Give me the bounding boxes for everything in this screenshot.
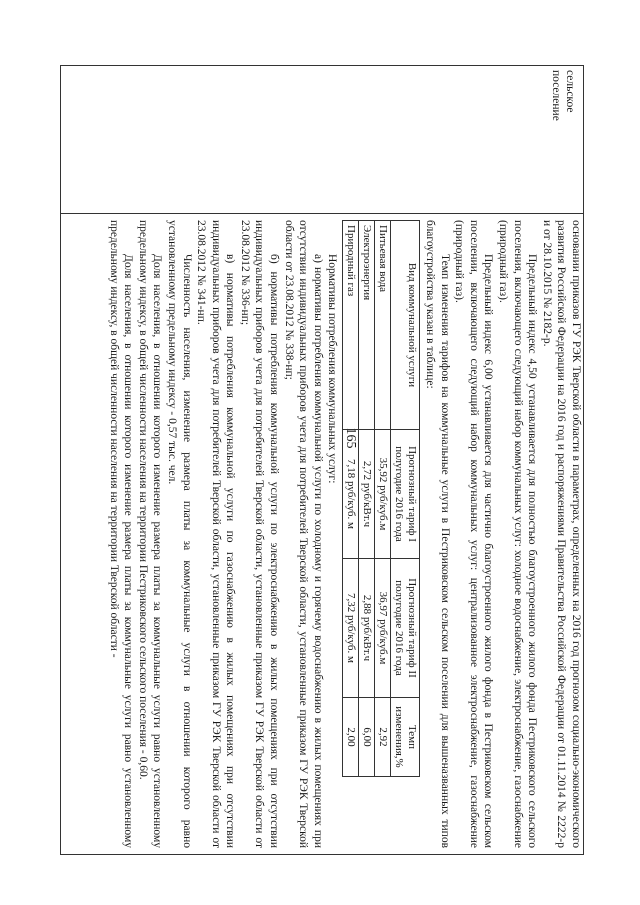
table-header: Прогнозный тариф II полугодие 2016 года (391, 559, 420, 698)
table-row (375, 221, 391, 777)
settlement-label-line1: сельское (564, 70, 576, 113)
table-cell: 2,00 (343, 698, 359, 777)
table-cell: 2,72 руб/кВт.ч (359, 430, 375, 559)
paragraph: Предельный индекс 4,50 устанавливается для полностью благоустроенного жилого фонда Пестриковского сельского поселения, включающего следующий набор коммунальных услуг: холодное водоснабжение, электроснабжение, газоснабжение (природный газ). (497, 220, 539, 848)
table-header: Вид коммунальной услуги (391, 221, 420, 430)
settlement-label-line2: поселение (550, 70, 562, 121)
paragraph: основании приказов ГУ РЭК Тверской области в параметрах, определенных на 2016 год прогнозом социально-экономического развития Российской Федерации на 2016 год и распоряжениями Правительства Российской Федерации от 01.11.2014 № 2222-р и от 28.10.2015 № 2182-р. (540, 220, 582, 848)
description-column (61, 214, 583, 854)
paragraph: в) нормативы потребления коммунальной услуги по газоснабжению в жилых помещениях при отсутствии индивидуальных приборов учета для потребителей Тверской области, установленные приказом ГУ РЭК Тверской области от 23.08.2012 № 341-нп. (195, 220, 237, 848)
table-cell: 36,97 руб/куб.м (375, 559, 391, 698)
rotated-content (60, 65, 584, 855)
settlement-column (61, 66, 583, 214)
table-cell: Электроэнергия (359, 221, 375, 430)
table-header: Темп изменения,% (391, 698, 420, 777)
paragraph: Численность населения, изменение размера платы за коммунальные услуги в отношении которого равно установленному предельному индексу - 0,57 тыс. чел. (165, 220, 193, 848)
document-table-frame (60, 65, 584, 855)
table-cell: 2,92 (375, 698, 391, 777)
table-cell: 2,88 руб/кВт.ч (359, 559, 375, 698)
table-row (359, 221, 375, 777)
paragraph: а) нормативы потребления коммунальной услуги по холодному и горячему водоснабжению в жилых помещениях при отсутствии индивидуальных приборов учета для потребителей Тверской области, установленные приказом ГУ РЭК Тверской области от 23.08.2012 № 338-нп; (282, 220, 324, 848)
table-cell: 35,92 руб/куб.м (375, 430, 391, 559)
table-cell: Питьевая вода (375, 221, 391, 430)
paragraph: Нормативы потребления коммунальных услуг: (326, 254, 339, 484)
paragraph: Предельный индекс 6,00 устанавливается для частично благоустроенного жилого фонда в Пестриковском сельском поселении, включающего следующий набор коммунальных услуг: централизованное электроснабжение, газоснабжение (природный газ). (453, 220, 495, 848)
paragraph: Темп изменения тарифов на коммунальные услуги в Пестриковском сельском поселении для вышеназванных типов благоустройства указан в таблице: (424, 220, 451, 848)
table-header-row (391, 221, 420, 777)
table-cell: 7,32 руб/куб. м (343, 559, 359, 698)
table-header: Прогнозный тариф I полугодие 2016 года (391, 430, 420, 559)
paragraph: Доля населения, в отношении которого изменение размера платы за коммунальные услуги равно установленному предельному индексу, в общей численности населения на территории Пестриковского сельского поселения - 0,60. (136, 220, 164, 848)
paragraph: б) нормативы потребления коммунальной услуги по электроснабжению в жилых помещениях при отсутствии индивидуальных приборов учета для потребителей Тверской области, установленные приказом ГУ РЭК Тверской области от 23.08.2012 № 336-нп; (238, 220, 281, 848)
paragraph: Доля населения, в отношении которого изменение размера платы за коммунальные услуги равно установленному предельному индексу, в общей численности населения на территории Тверской области - (107, 220, 135, 848)
table-cell: Природный газ (343, 221, 359, 430)
table-row (343, 221, 359, 777)
page-number: 165 (343, 427, 358, 449)
table-cell: 7,18 руб/куб. м (343, 430, 359, 559)
tariff-table (342, 220, 420, 777)
table-cell: 6,00 (359, 698, 375, 777)
